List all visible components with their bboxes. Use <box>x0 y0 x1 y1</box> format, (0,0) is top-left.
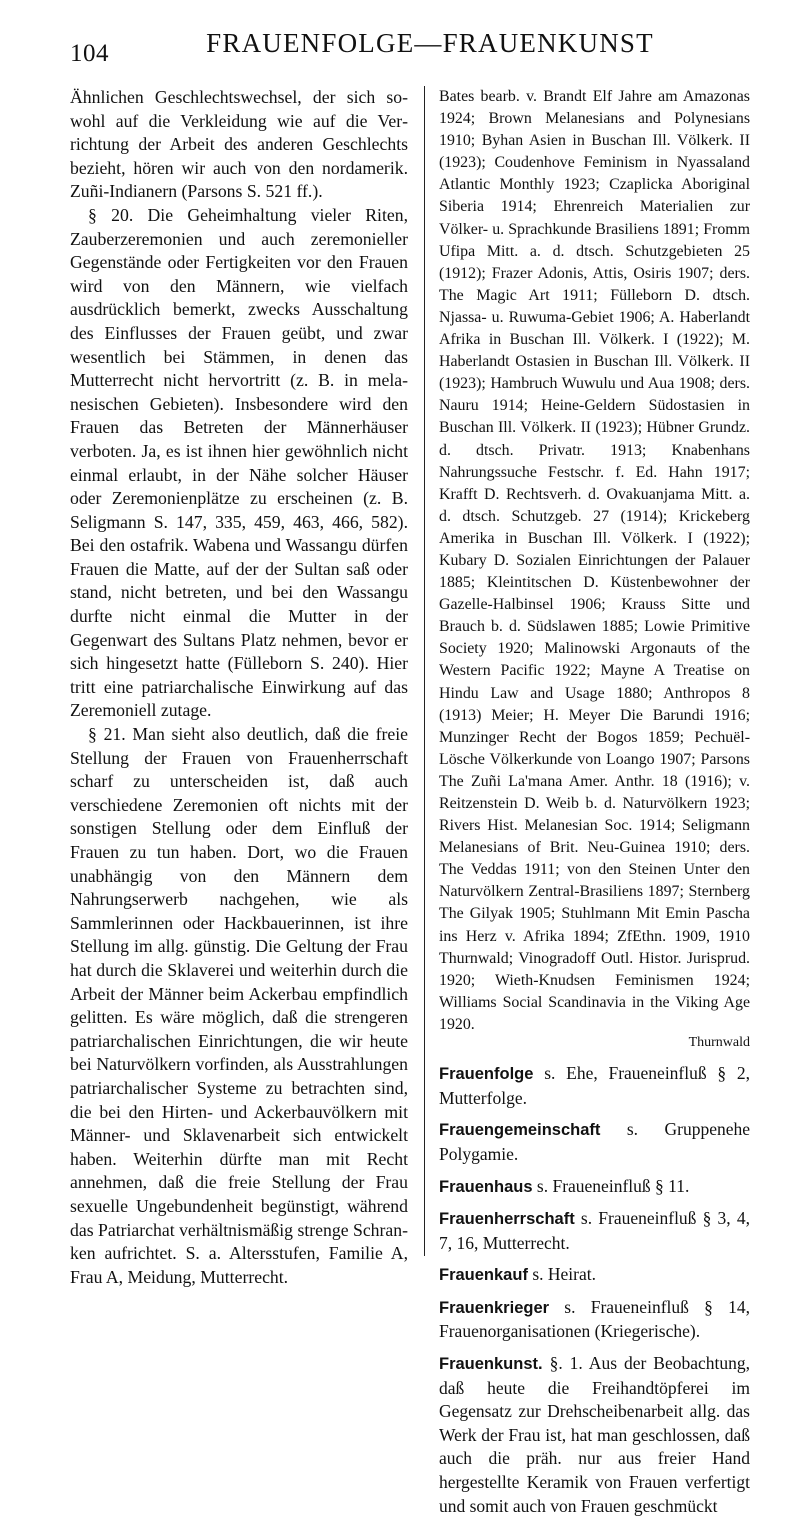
entry-text: s. Gruppenehe Polygamie. <box>439 1119 750 1164</box>
entry-lemma: Frauenfolge <box>439 1065 534 1084</box>
entry-lemma: Frauenkauf <box>439 1266 528 1285</box>
entry-text: s. Fraueneinfluß § 14, Frauenorganisationen (Kriegerische). <box>439 1296 750 1342</box>
entry-lemma: Frauenherrschaft <box>439 1210 575 1229</box>
entry-text: s. Fraueneinfluß § 3, 4, 7, 16, Mutterrecht. <box>439 1208 750 1253</box>
paragraph-section-21: § 21. Man sieht also deutlich, daß die freie Stellung der Frauen von Frauenherrschaft scharf zu unterscheiden ist, daß auch verschiedene Zeremonien oft nichts mit der sonstigen Stellung oder dem Einfluß der Frauen zu tun haben. Dort, wo die Frauen unabhängig von den Männern dem Nahrungserwerb nachgehen, wie als Sammlerinnen oder Hackbauerinnen, ist ihre Stellung im allg. günstig. Die Geltung der Frau hat durch die Sklaverei und weiterhin durch die Arbeit der Männer beim Ackerbau empfindlich gelitten. Es wäre möglich, daß die strengeren patriarchalischen Einrichtungen, die wir heute bei Naturvölkern vorfinden, als Ausstrahlungen patriarchalischer Systeme zu betrachten sind, die bei den Hirten- und Ackerbauvölkern mit Männer- und Sklavenarbeit sich entwickelt haben. Weiterhin dürfte man mit Recht annehmen, daß die freie Stellung der Frau sexuelle Ungebundenheit begünstigt, während das Patriarchat verhältnismäßig strenge Schranken aufrichtet. S. a. Altersstufen, Familie A, Frau A, Meidung, Mutterrecht. <box>70 724 408 1287</box>
page-number: 104 <box>70 40 109 67</box>
entry-lemma: Frauengemeinschaft <box>439 1121 601 1140</box>
entry-text: s. Ehe, Fraueneinfluß § 2, Mutterfolge. <box>439 1063 750 1108</box>
entry-frauenkauf <box>439 1263 750 1288</box>
page-header <box>0 28 800 68</box>
column-divider <box>424 86 425 1256</box>
paragraph-1: Ähnlichen Geschlechtswechsel, der sich sowohl auf die Verkleidung wie auf die Verrichtung der Arbeit des anderen Geschlechts bezieht, hören wir auch von den nordamerik. Zuñi-Indianern (Parsons S. 521 ff.). <box>70 87 408 202</box>
right-column <box>439 86 750 1518</box>
bibliography: Bates bearb. v. Brandt Elf Jahre am Amazonas 1924; Brown Melanesians and Polynesians 1910; Byhan Asien in Buschan Ill. Völkerk. II (1923); Coudenhove Feminism in Nyassaland Atlantic Monthly 1923; Czaplicka Aboriginal Siberia 1914; Ehrenreich Materialien zur Völker- u. Sprachkunde Brasiliens 1891; Fromm Ufipa Mitt. a. d. dtsch. Schutzgebieten 25 (1912); Frazer Adonis, Attis, Osiris 1907; ders. The Magic Art 1911; Fülleborn D. dtsch. Njassa- u. Ruwuma-Gebiet 1906; A. Haberlandt Afrika in Buschan Ill. Völkerk. I (1922); M. Haberlandt Ostasien in Buschan Ill. Völkerk. II (1923); Hambruch Wuwulu und Aua 1908; ders. Nauru 1914; Heine-Geldern Südostasien in Buschan Ill. Völkerk. II (1923); Hübner Grundz. d. dtsch. Privatr. 1913; Knabenhans Nahrungssuche Festschr. f. Ed. Hahn 1917; Krafft D. Rechtsverh. d. Ovakuanjama Mitt. a. d. dtsch. Schutzgeb. 27 (1914); Krickeberg Amerika in Buschan Ill. Völkerk. I (1922); Kubary D. Sozialen Einrichtungen der Palauer 1885; Kleintitschen D. Küstenbewohner der Gazelle-Halbinsel 1906; Krauss Sitte und Brauch b. d. Südslawen 1885; Lowie Primitive Society 1920; Malinowski Argonauts of the Western Pacific 1922; Mayne A Treatise on Hindu Law and Usage 1880; Anthropos 8 (1913) Meier; H. Meyer Die Barundi 1916; Munzinger Recht der Bogos 1859; Pechuël-Lösche Völkerkunde von Loango 1907; Parsons The Zuñi La'mana Amer. Anthr. 18 (1916); v. Reitzenstein D. Weib b. d. Naturvölkern 1923; Rivers Hist. Melanesian Soc. 1914; Seligmann Melanesians of Brit. Neu-Guinea 1910; ders. The Veddas 1911; von den Steinen Unter den Naturvölkern Zentral-Brasiliens 1897; Sternberg The Gilyak 1905; Stuhlmann Mit Emin Pascha ins Herz v. Afrika 1894; ZfEthn. 1909, 1910 Thurnwald; Vinogradoff Outl. Histor. Jurisprud. 1920; Wieth-Knudsen Feminismen 1924; Williams Social Scandinavia in the Viking Age 1920. <box>439 88 750 1033</box>
author-signature: Thurnwald <box>688 1035 750 1051</box>
entry-text: §. 1. Aus der Beobachtung, daß heute die Freihandtöpferei im Gegensatz zur Drehscheibenarbeit allg. das Werk der Frau ist, hat man geschlossen, daß auch die präh. nur aus freier Hand hergestellte Keramik von Frauen verfertigt und somit auch von Frauen geschmückt <box>439 1353 750 1516</box>
entry-lemma: Frauenkunst. <box>439 1355 543 1374</box>
entry-text: s. Fraueneinfluß § 11. <box>532 1175 690 1196</box>
paragraph-section-20: § 20. Die Geheimhaltung vieler Riten, Zauberzeremonien und auch zeremonieller Gegenstände oder Fertigkeiten vor den Frauen wird von den Männern, wie vielfach ausdrücklich bemerkt, zwecks Ausschaltung des Einflusses der Frauen geübt, und zwar wesentlich bei Stämmen, in denen das Mutterrecht nicht hervortritt (z. B. in melanesischen Gebieten). Insbesondere wird den Frauen das Betreten der Männerhäuser verboten. Ja, es ist ihnen hier gewöhnlich nicht einmal erlaubt, in der Nähe solcher Häuser oder Zeremonienplätze zu erscheinen (z. B. Seligmann S. 147, 335, 459, 463, 466, 582). Bei den ostafrik. Wabena und Wassangu dürfen Frauen die Matte, auf der der Sultan saß oder stand, nicht betreten, und bei den Wassangu durfte nicht einmal die Mutter in der Gegenwart des Sultans Platz nehmen, bevor er sich hingesetzt hatte (Fülleborn S. 240). Hier tritt eine patriarchalische Einwirkung auf das Zeremoniell zutage. <box>70 204 408 721</box>
entry-lemma: Frauenhaus <box>439 1177 533 1196</box>
entry-frauenkrieger <box>439 1296 750 1344</box>
entry-lemma: Frauenkrieger <box>439 1298 550 1317</box>
entry-frauengemeinschaft <box>439 1118 750 1166</box>
entry-frauenhaus <box>439 1175 750 1200</box>
entry-text: s. Heirat. <box>527 1264 596 1285</box>
running-head: FRAUENFOLGE—FRAUENKUNST <box>206 28 654 58</box>
left-column <box>70 86 408 1289</box>
entry-frauenkunst <box>439 1352 750 1518</box>
entry-frauenherrschaft <box>439 1207 750 1255</box>
entry-frauenfolge <box>439 1062 750 1110</box>
